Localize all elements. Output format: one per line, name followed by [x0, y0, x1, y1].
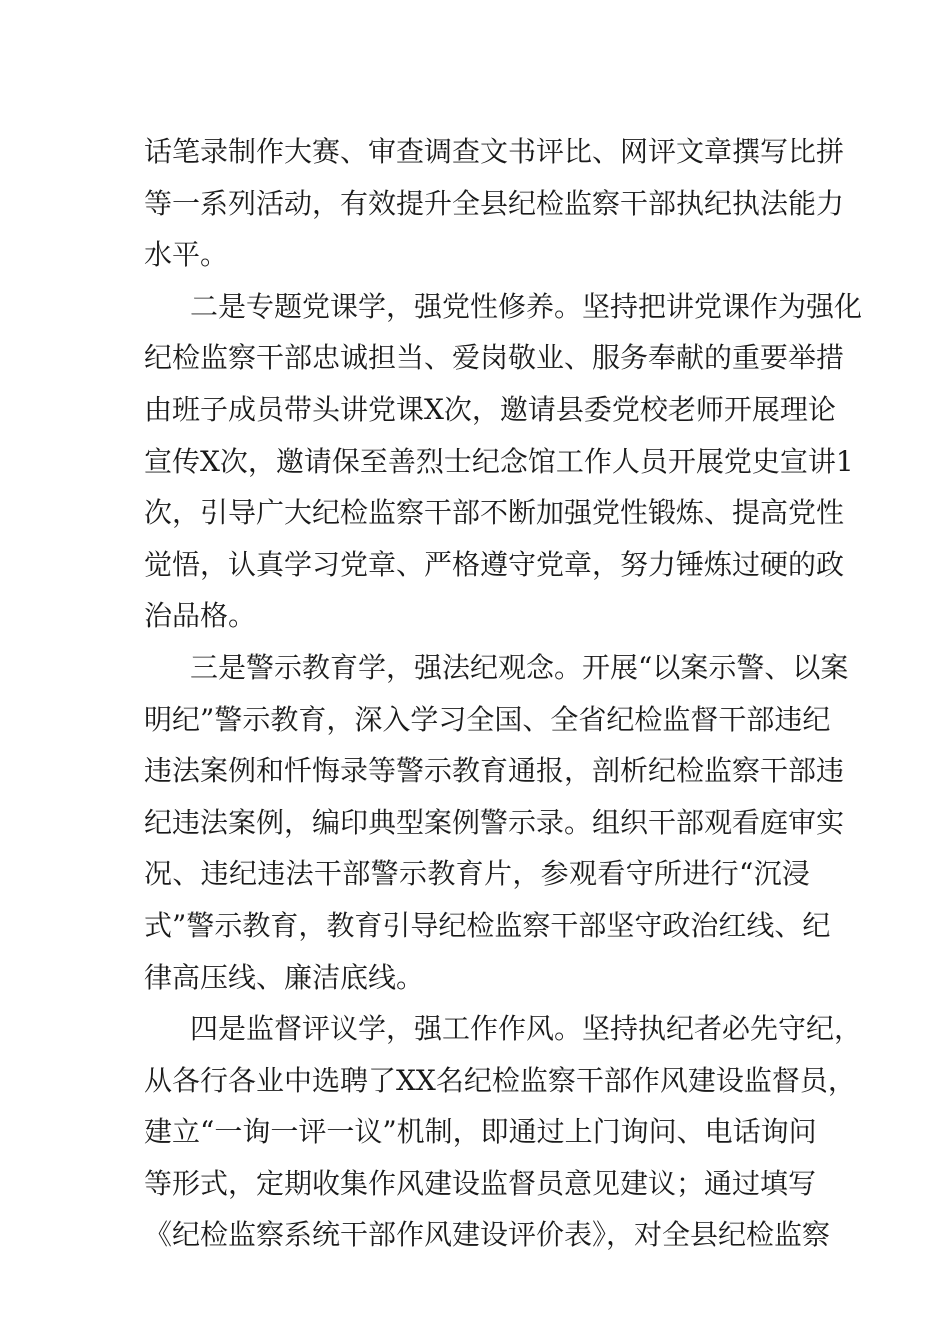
paragraph-4-line-3: 建立“一询一评一议”机制，即通过上门询问、电话询问: [144, 1115, 817, 1149]
paragraph-2-line-5: 次，引导广大纪检监察干部不断加强党性锻炼、提高党性: [144, 496, 845, 530]
paragraph-3-line-3: 违法案例和忏悔录等警示教育通报，剖析纪检监察干部违: [144, 754, 845, 788]
paragraph-3-line-1: 三是警示教育学，强法纪观念。开展“以案示警、以案: [190, 650, 849, 684]
paragraph-4-line-4: 等形式，定期收集作风建设监督员意见建议；通过填写: [144, 1166, 817, 1200]
paragraph-2-line-3: 由班子成员带头讲党课X次，邀请县委党校老师开展理论: [144, 392, 836, 426]
paragraph-2-line-4: 宣传X次，邀请保至善烈士纪念馆工作人员开展党史宣讲1: [144, 444, 854, 478]
paragraph-4-line-1: 四是监督评议学，强工作作风。坚持执纪者必先守纪，: [190, 1012, 863, 1046]
paragraph-2-line-1: 二是专题党课学，强党性修养。坚持把讲党课作为强化: [190, 289, 863, 323]
paragraph-2-line-6: 觉悟，认真学习党章、严格遵守党章，努力锤炼过硬的政: [144, 547, 845, 581]
paragraph-2-line-2: 纪检监察干部忠诚担当、爱岗敬业、服务奉献的重要举措: [144, 341, 845, 375]
paragraph-1-line-3: 水平。: [144, 238, 229, 272]
paragraph-1-line-1: 话笔录制作大赛、审查调查文书评比、网评文章撰写比拼: [144, 135, 845, 168]
paragraph-3-line-5: 况、违纪违法干部警示教育片，参观看守所进行“沉浸: [144, 857, 810, 891]
paragraph-3-line-7: 律高压线、廉洁底线。: [144, 960, 425, 994]
paragraph-4-line-5: 《纪检监察系统干部作风建设评价表》，对全县纪检监察: [144, 1218, 831, 1252]
paragraph-2-line-7: 治品格。: [144, 599, 257, 633]
document-body: [144, 126, 863, 1261]
paragraph-3-line-4: 纪违法案例，编印典型案例警示录。组织干部观看庭审实: [144, 805, 845, 839]
paragraph-3-line-6: 式”警示教育，教育引导纪检监察干部坚守政治红线、纪: [144, 908, 831, 942]
paragraph-3-line-2: 明纪”警示教育，深入学习全国、全省纪检监督干部违纪: [144, 702, 831, 736]
paragraph-1-line-2: 等一系列活动，有效提升全县纪检监察干部执纪执法能力: [144, 186, 845, 220]
paragraph-4-line-2: 从各行各业中选聘了XX名纪检监察干部作风建设监督员，: [144, 1063, 856, 1097]
